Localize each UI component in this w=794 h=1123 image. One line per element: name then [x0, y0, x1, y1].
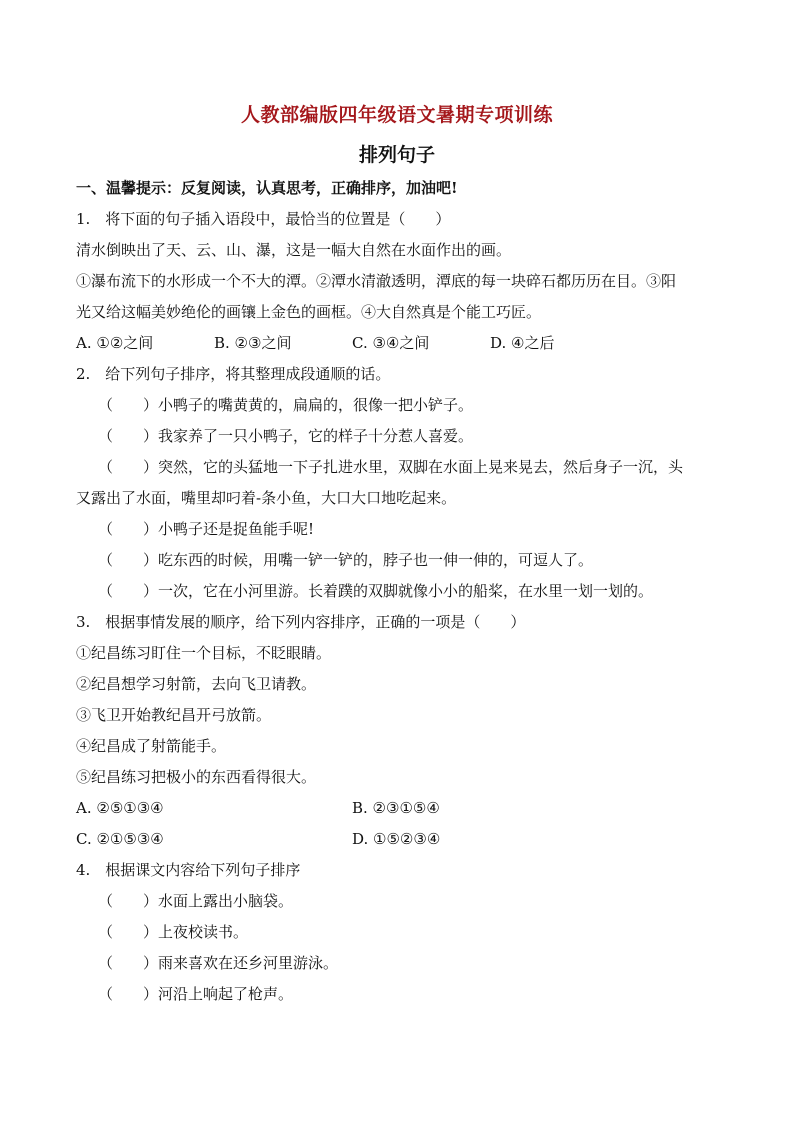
q1-sentence: 清水倒映出了天、云、山、瀑，这是一幅大自然在水面作出的画。 [76, 241, 512, 259]
q3-option-a: A. ②⑤①③④ [76, 799, 164, 817]
q3-item: ③飞卫开始教纪昌开弓放箭。 [76, 706, 272, 724]
q3-option-d: D. ①⑤②③④ [352, 830, 441, 848]
q1-option-a: A. ①②之间 [76, 334, 154, 352]
q2-item: （ ）一次，它在小河里游。长着蹼的双脚就像小小的船桨，在水里一划一划的。 [98, 582, 654, 600]
q3-item: ④纪昌成了射箭能手。 [76, 737, 227, 755]
q1-passage-line: ①瀑布流下的水形成一个不大的潭。②潭水清澈透明，潭底的每一块碎石都历历在目。③阳 [76, 272, 677, 290]
q2-item-continuation: 又露出了水面，嘴里却叼着-条小鱼，大口大口地吃起来。 [76, 489, 457, 507]
q1-option-d: D. ④之后 [490, 334, 555, 352]
q2-item: （ ）小鸭子的嘴黄黄的，扁扁的，很像一把小铲子。 [98, 396, 474, 414]
q3-option-b: B. ②③①⑤④ [352, 799, 440, 817]
q1-passage-line: 光又给这幅美妙绝伦的画镶上金色的画框。④大自然真是个能工巧匠。 [76, 303, 542, 321]
section-heading: 一、温馨提示：反复阅读，认真思考，正确排序，加油吧! [76, 179, 458, 197]
q3-stem: 3. 根据事情发展的顺序，给下列内容排序，正确的一项是（ ） [76, 613, 526, 631]
q2-stem: 2. 给下列句子排序，将其整理成段通顺的话。 [76, 365, 391, 383]
worksheet-subtitle: 排列句子 [358, 144, 435, 166]
q3-option-c: C. ②①⑤③④ [76, 830, 164, 848]
worksheet-title: 人教部编版四年级语文暑期专项训练 [240, 104, 553, 126]
q3-item: ①纪昌练习盯住一个目标，不眨眼睛。 [76, 644, 332, 662]
q2-item: （ ）小鸭子还是捉鱼能手呢! [98, 520, 315, 538]
q4-item: （ ）河沿上响起了枪声。 [98, 985, 294, 1003]
q1-option-c: C. ③④之间 [352, 334, 430, 352]
q4-item: （ ）雨来喜欢在还乡河里游泳。 [98, 954, 339, 972]
q4-stem: 4. 根据课文内容给下列句子排序 [76, 861, 301, 879]
q4-item: （ ）水面上露出小脑袋。 [98, 892, 294, 910]
q2-item: （ ）我家养了一只小鸭子，它的样子十分惹人喜爱。 [98, 427, 474, 445]
q3-item: ②纪昌想学习射箭，去向飞卫请教。 [76, 675, 317, 693]
q2-item: （ ）突然，它的头猛地一下子扎进水里，双脚在水面上晃来晃去，然后身子一沉，头 [98, 458, 684, 476]
q1-option-b: B. ②③之间 [214, 334, 292, 352]
q3-item: ⑤纪昌练习把极小的东西看得很大。 [76, 768, 317, 786]
q1-stem: 1. 将下面的句子插入语段中，最恰当的位置是（ ） [76, 210, 451, 228]
q2-item: （ ）吃东西的时候，用嘴一铲一铲的，脖子也一伸一伸的，可逗人了。 [98, 551, 594, 569]
q4-item: （ ）上夜校读书。 [98, 923, 249, 941]
